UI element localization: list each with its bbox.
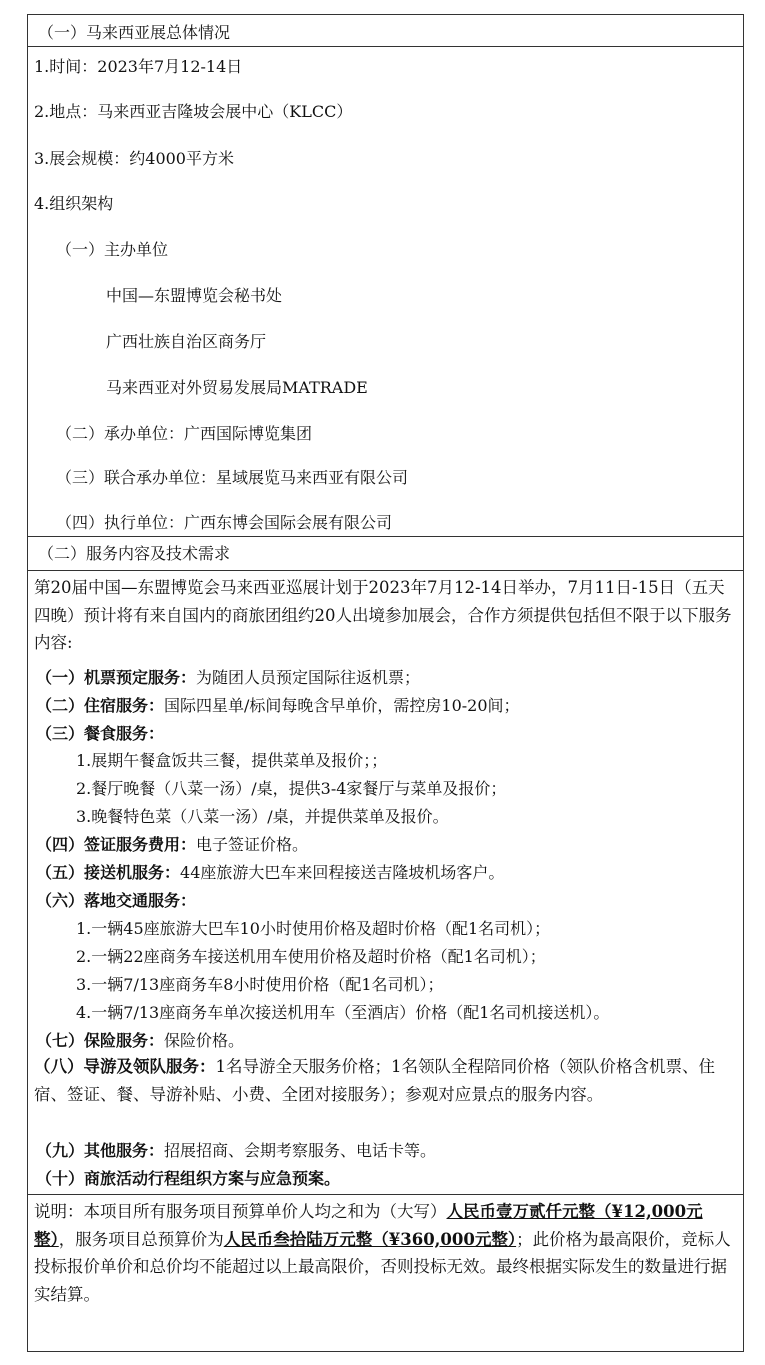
service-item: （二）住宿服务：国际四星单/标间每晚含早单价，需控房10-20间； — [36, 696, 520, 715]
host-unit: 广西壮族自治区商务厅 — [106, 332, 267, 351]
section2-header: （二）服务内容及技术需求 — [38, 544, 231, 563]
service-item: （四）签证服务费用：电子签证价格。 — [36, 835, 309, 854]
service-item: （五）接送机服务：44座旅游大巴车来回程接送吉隆坡机场客户。 — [36, 863, 505, 882]
executor: （四）执行单位：广西东博会国际会展有限公司 — [56, 513, 393, 532]
transport-item: 1.一辆45座旅游大巴车10小时使用价格及超时价格（配1名司机）； — [76, 919, 551, 938]
unit-price: 人民币壹万贰仟元整（¥12,000元整） — [34, 1202, 703, 1249]
co-organizer: （三）联合承办单位：星域展览马来西亚有限公司 — [56, 468, 409, 487]
meal-item: 1.展期午餐盒饭共三餐，提供菜单及报价；； — [76, 751, 388, 770]
organizer: （二）承办单位：广西国际博览集团 — [56, 424, 313, 443]
host-unit: 中国—东盟博览会秘书处 — [106, 286, 283, 305]
service-item: （九）其他服务：招展招商、会期考察服务、电话卡等。 — [36, 1141, 437, 1160]
divider — [28, 536, 743, 537]
org-structure-title: 4.组织架构 — [34, 194, 114, 213]
host-title: （一）主办单位 — [56, 240, 169, 259]
service-item: （一）机票预定服务：为随团人员预定国际往返机票； — [36, 668, 421, 687]
meal-item: 2.餐厅晚餐（八菜一汤）/桌，提供3-4家餐厅与菜单及报价； — [76, 779, 507, 798]
budget-note: 说明：本项目所有服务项目预算单价人均之和为（大写）人民币壹万贰仟元整（¥12,000元整），服务项目总预算价为人民币叁拾陆万元整（¥360,000元整）；此价格为最高限价，竞标人投标报价单价和总价均不能超过以上最高限价，否则投标无效。最终根据实际发生的数量进行据实结算。 — [34, 1202, 731, 1304]
section1-header: （一）马来西亚展总体情况 — [38, 23, 231, 42]
divider — [28, 1194, 743, 1195]
event-scale: 3.展会规模：约4000平方米 — [34, 149, 234, 168]
divider — [28, 570, 743, 571]
host-unit: 马来西亚对外贸易发展局MATRADE — [106, 378, 368, 397]
meal-item: 3.晚餐特色菜（八菜一汤）/桌，并提供菜单及报价。 — [76, 807, 449, 826]
event-venue: 2.地点：马来西亚吉隆坡会展中心（KLCC） — [34, 102, 353, 121]
document-table — [27, 14, 744, 1352]
service-item: （六）落地交通服务： — [36, 891, 197, 910]
service-item: （八）导游及领队服务：1名导游全天服务价格；1名领队全程陪同价格（领队价格含机票、住宿、签证、餐、导游补贴、小费、全团对接服务）；参观对应景点的服务内容。 — [34, 1057, 715, 1104]
service-item: （七）保险服务：保险价格。 — [36, 1031, 245, 1050]
divider — [28, 46, 743, 47]
service-intro: 第20届中国—东盟博览会马来西亚巡展计划于2023年7月12-14日举办，7月11日-15日（五天四晚）预计将有来自国内的商旅团组约20人出境参加展会，合作方须提供包括但不限于以下服务内容: — [34, 578, 732, 652]
service-item: （十）商旅活动行程组织方案与应急预案。 — [36, 1169, 341, 1188]
transport-item: 2.一辆22座商务车接送机用车使用价格及超时价格（配1名司机）； — [76, 947, 546, 966]
service-item: （三）餐食服务： — [36, 724, 165, 743]
transport-item: 4.一辆7/13座商务车单次接送机用车（至酒店）价格（配1名司机接送机）。 — [76, 1003, 610, 1022]
transport-item: 3.一辆7/13座商务车8小时使用价格（配1名司机）； — [76, 975, 444, 994]
event-time: 1.时间：2023年7月12-14日 — [34, 57, 243, 76]
total-price: 人民币叁拾陆万元整（¥360,000元整） — [223, 1229, 517, 1249]
